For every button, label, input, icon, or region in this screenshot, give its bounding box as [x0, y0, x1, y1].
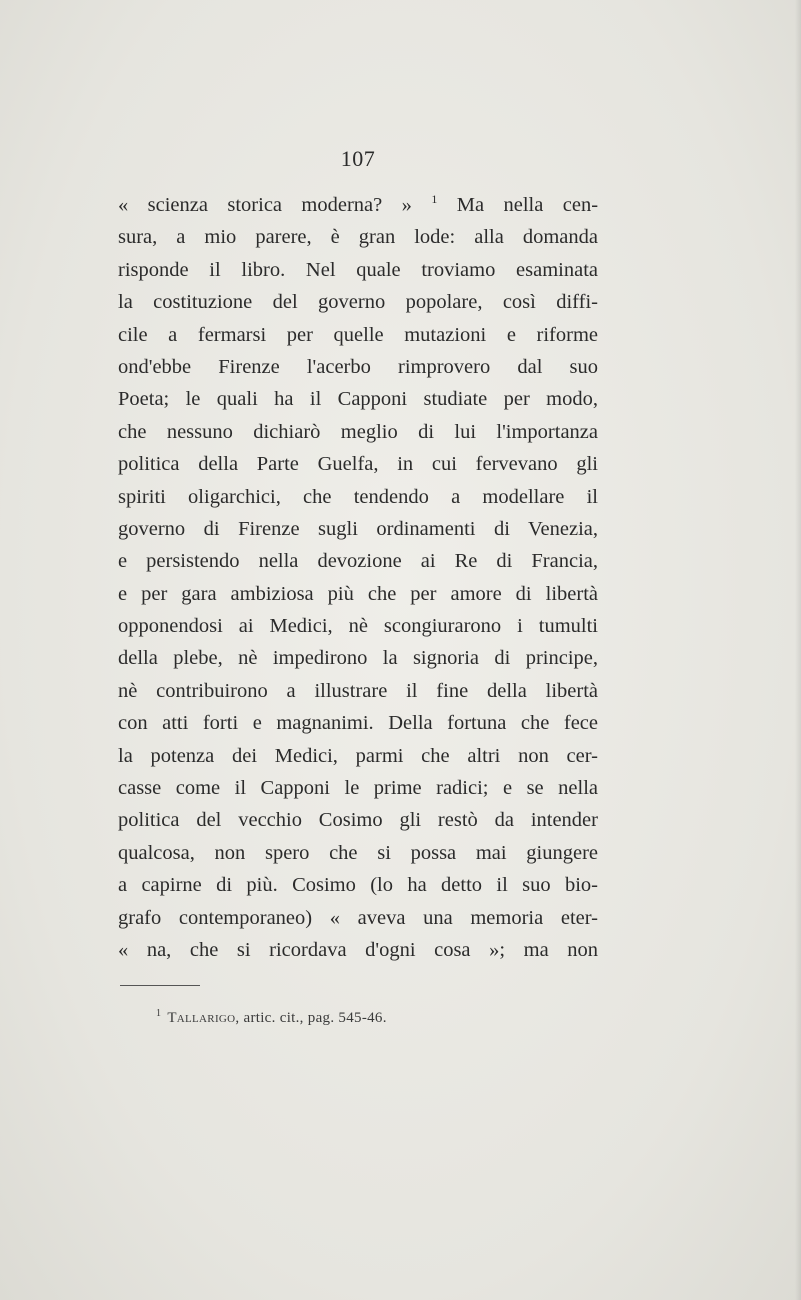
- body-text: [118, 189, 598, 966]
- text-line-1: [118, 189, 598, 221]
- text-line-17: con atti forti e magnanimi. Della fortuna che fece: [118, 712, 598, 735]
- text-line-11: governo di Firenze sugli ordinamenti di Venezia,: [118, 517, 598, 540]
- text-line-6: ond'ebbe Firenze l'acerbo rimprovero dal suo: [118, 355, 598, 378]
- footnote-divider: [120, 985, 200, 986]
- footnote-text: , artic. cit., pag. 545-46.: [235, 1010, 387, 1026]
- text-line-9: politica della Parte Guelfa, in cui fervevano gli: [118, 453, 598, 476]
- text-line-14: opponendosi ai Medici, nè scongiurarono i tumulti: [118, 615, 598, 638]
- text-line-22: a capirne di più. Cosimo (lo ha detto il suo bio-: [118, 874, 598, 897]
- footnote-reference: 1: [431, 192, 438, 207]
- text-line-19: casse come il Capponi le prime radici; e se nella: [118, 777, 598, 800]
- footnote: [156, 1008, 387, 1027]
- text-line-24: « na, che si ricordava d'ogni cosa »; ma non: [118, 938, 598, 961]
- text-line-3: risponde il libro. Nel quale troviamo esaminata: [118, 258, 598, 281]
- text-line-5: cile a fermarsi per quelle mutazioni e riforme: [118, 323, 598, 346]
- text-line-2: sura, a mio parere, è gran lode: alla domanda: [118, 226, 598, 249]
- text-line-1-head: « scienza storica moderna? »: [118, 194, 412, 216]
- text-line-21: qualcosa, non spero che si possa mai giungere: [118, 841, 598, 864]
- text-line-20: politica del vecchio Cosimo gli restò da intender: [118, 809, 598, 832]
- text-line-15: della plebe, nè impedirono la signoria di principe,: [118, 647, 598, 670]
- text-line-8: che nessuno dichiarò meglio di lui l'importanza: [118, 420, 598, 443]
- text-line-23: grafo contemporaneo) « aveva una memoria eter-: [118, 906, 598, 929]
- text-line-4: la costituzione del governo popolare, così diffi-: [118, 291, 598, 314]
- text-line-10: spiriti oligarchici, che tendendo a modellare il: [118, 485, 598, 508]
- text-line-13: e per gara ambiziosa più che per amore di libertà: [118, 582, 598, 605]
- page-number: 107: [340, 146, 376, 171]
- text-line-7: Poeta; le quali ha il Capponi studiate per modo,: [118, 388, 598, 411]
- text-line-1-tail: Ma nella cen-: [456, 194, 599, 216]
- footnote-author: Tallarigo: [167, 1010, 236, 1026]
- text-line-12: e persistendo nella devozione ai Re di Francia,: [118, 550, 598, 573]
- page-edge-shadow: [795, 0, 801, 1300]
- text-line-18: la potenza dei Medici, parmi che altri non cer-: [118, 744, 598, 767]
- footnote-mark: 1: [156, 1008, 162, 1019]
- text-line-16: nè contribuirono a illustrare il fine della libertà: [118, 679, 598, 702]
